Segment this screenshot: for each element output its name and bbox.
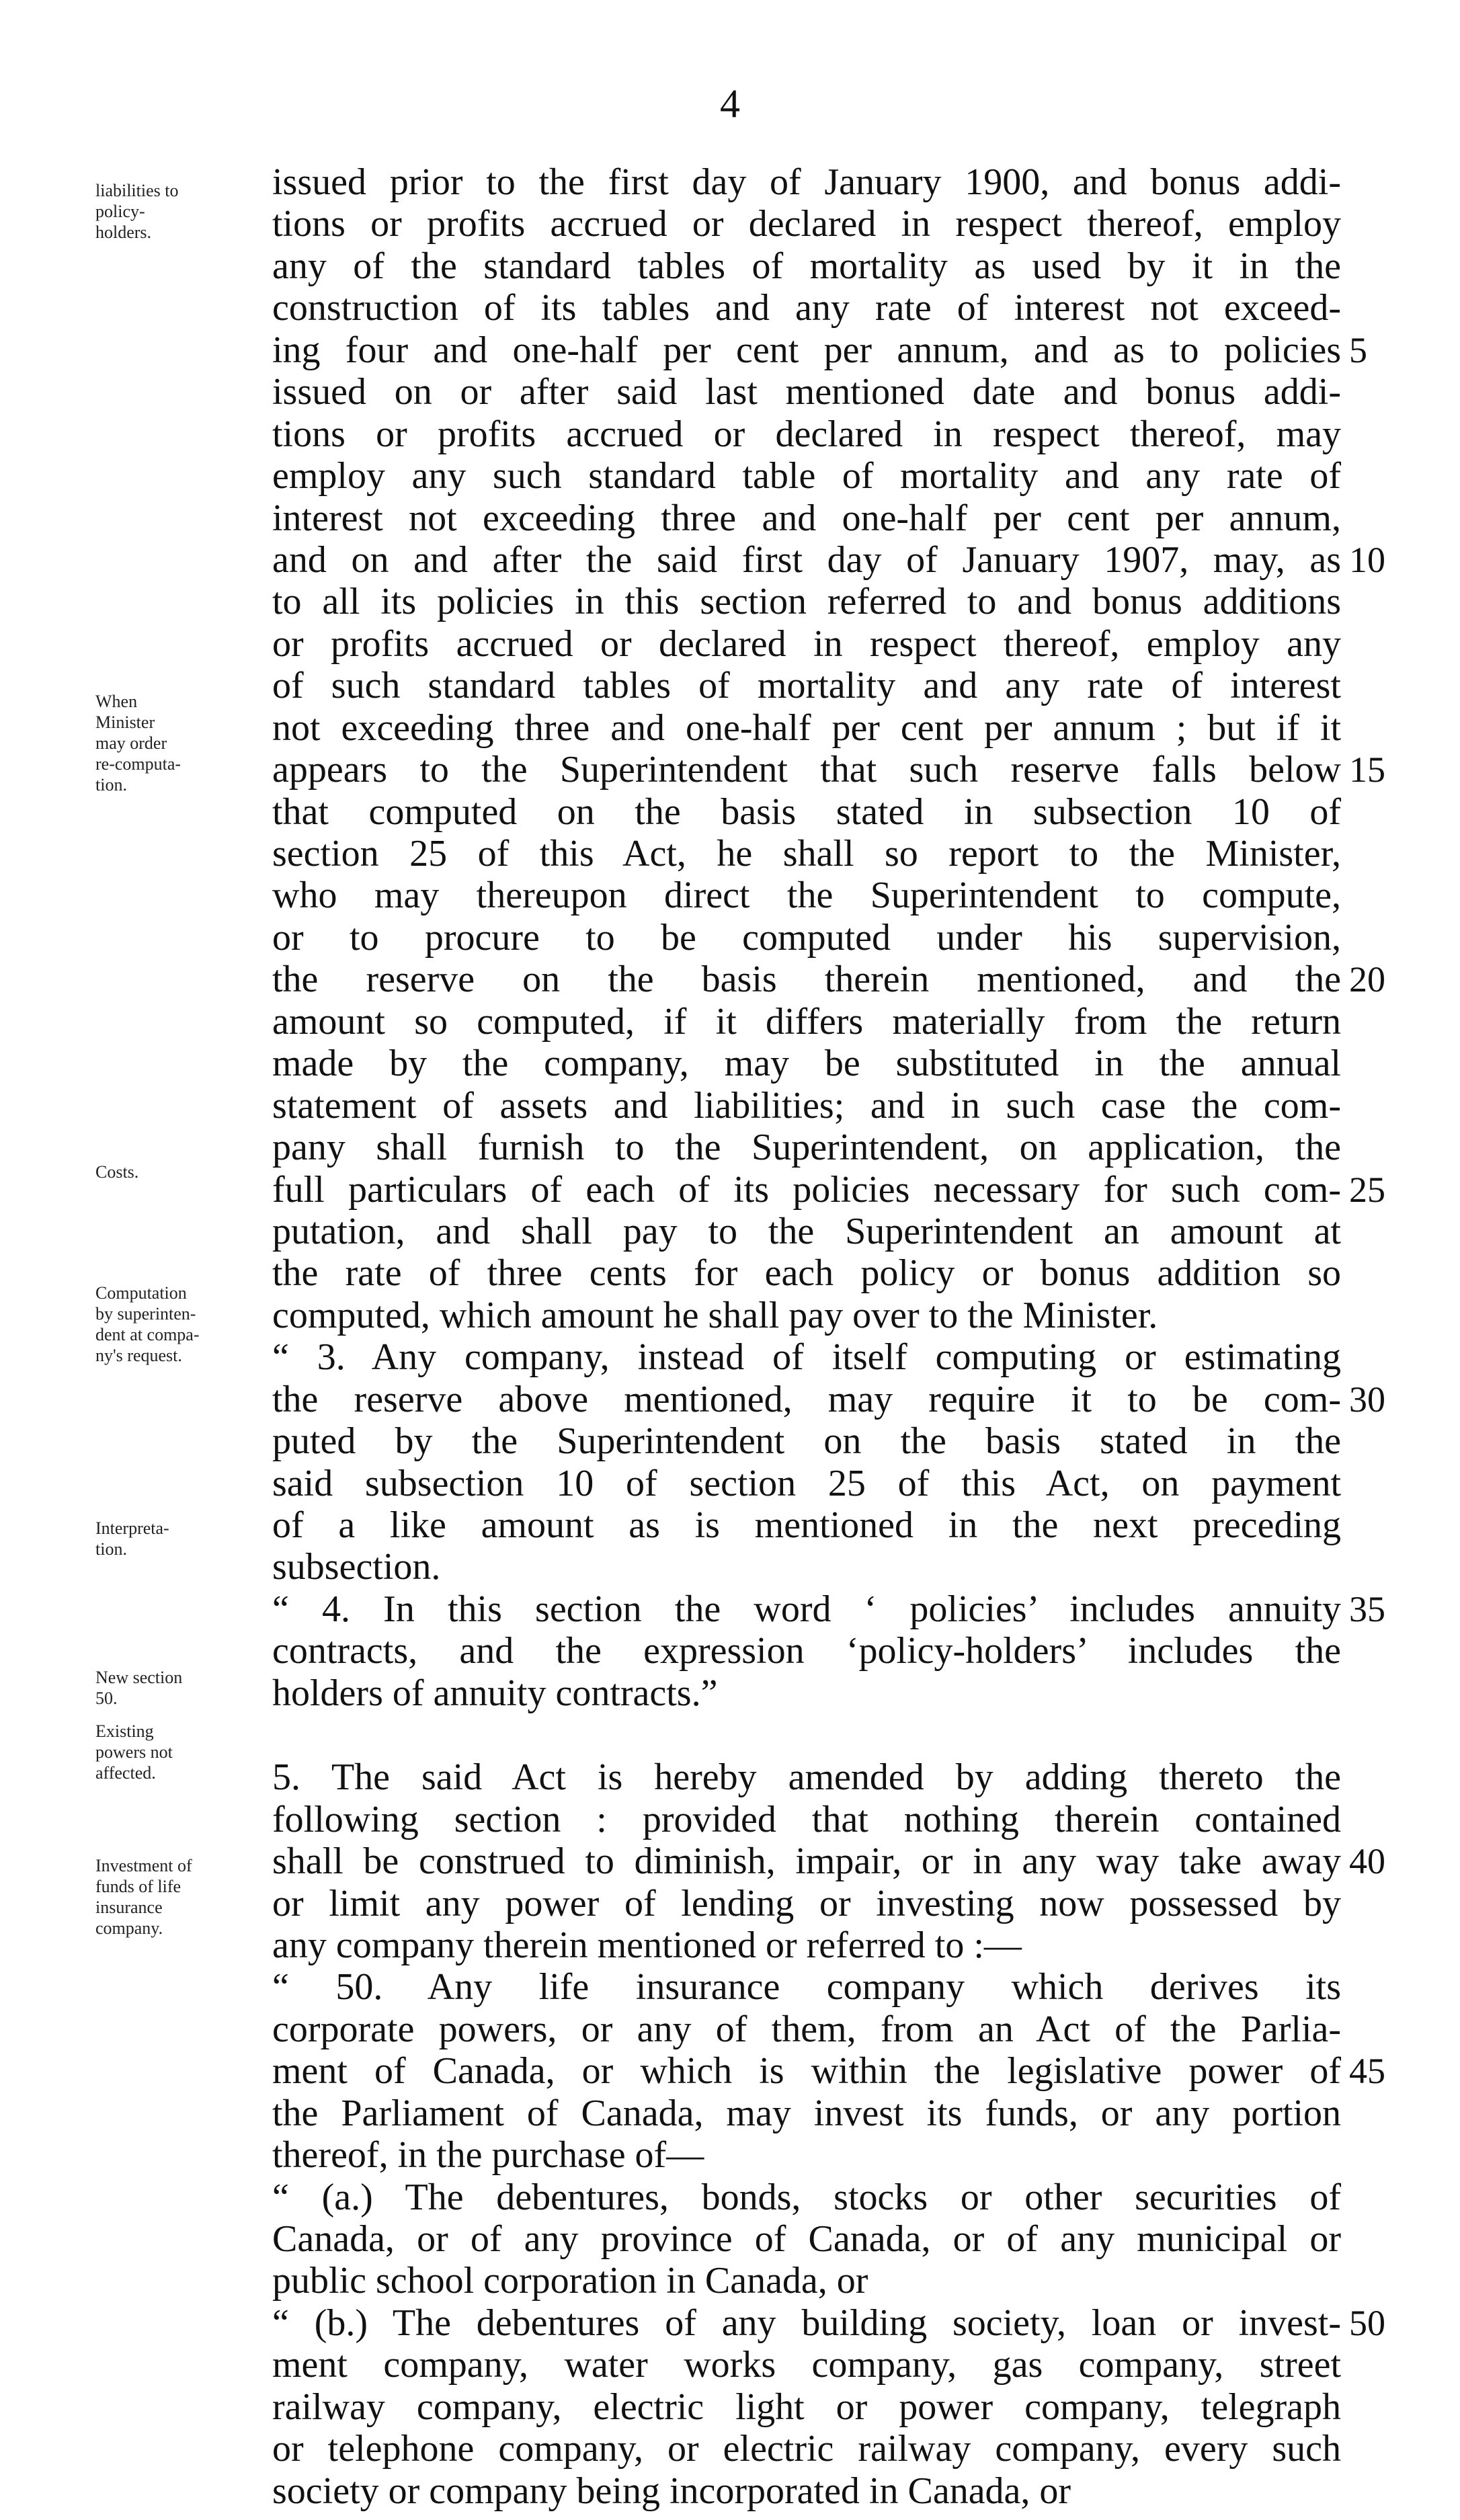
text-line — [272, 538, 1385, 581]
line-text: puted by the Superintendent on the basis stated in the — [272, 1420, 1341, 1463]
text-line — [272, 2177, 1341, 2218]
text-line — [272, 1588, 1385, 1630]
text-line — [272, 2134, 1341, 2176]
line-text: who may thereupon direct the Superintendent to compute, — [272, 875, 1341, 917]
text-line — [272, 2386, 1341, 2428]
line-text: holders of annuity contracts.” — [272, 1672, 718, 1714]
text-line — [272, 1756, 1341, 1798]
text-line — [272, 1883, 1341, 1924]
text-line — [272, 1546, 1341, 1588]
line-text: pany shall furnish to the Superintendent, on application, the — [272, 1127, 1341, 1169]
line-text: construction of its tables and any rate of interest not exceed- — [272, 287, 1341, 329]
margin-line: re-computa- — [95, 754, 181, 774]
margin-line: by superinten- — [95, 1304, 196, 1324]
text-line — [272, 2302, 1385, 2344]
paragraph-gap — [272, 1714, 1341, 1756]
line-text: ment of Canada, or which is within the legislative power of — [272, 2050, 1341, 2092]
line-text: of such standard tables of mortality and any rate of interest — [272, 665, 1341, 707]
line-text: full particulars of each of its policies necessary for such com- — [272, 1168, 1341, 1211]
text-line — [272, 623, 1341, 665]
text-line — [272, 2260, 1341, 2302]
margin-line: Interpreta- — [95, 1518, 169, 1538]
line-text: Canada, or of any province of Canada, or of any municipal or — [272, 2218, 1341, 2260]
line-text: tions or profits accrued or declared in respect thereof, may — [272, 413, 1341, 455]
line-text: any of the standard tables of mortality as used by it in the — [272, 245, 1341, 287]
text-line — [272, 1420, 1341, 1462]
text-line — [272, 581, 1341, 622]
line-text: of a like amount as is mentioned in the next preceding — [272, 1504, 1341, 1546]
text-line — [272, 2218, 1341, 2260]
margin-line: Investment of — [95, 1856, 192, 1875]
margin-line: affected. — [95, 1763, 156, 1783]
text-line — [272, 749, 1385, 791]
text-line — [272, 413, 1341, 455]
line-text: issued on or after said last mentioned date and bonus addi- — [272, 371, 1341, 413]
text-line — [272, 2470, 1341, 2512]
line-text: the rate of three cents for each policy or bonus addition so — [272, 1252, 1341, 1295]
text-line — [272, 1463, 1341, 1504]
line-text: to all its policies in this section referred to and bonus additions — [272, 581, 1341, 623]
margin-note-costs — [95, 1162, 263, 1182]
text-line — [272, 1924, 1341, 1966]
text-line — [272, 2092, 1341, 2134]
line-number: 45 — [1349, 2051, 1385, 2092]
line-text: employ any such standard table of mortality and any rate of — [272, 455, 1341, 497]
text-line — [272, 2344, 1341, 2386]
text-line — [272, 1378, 1385, 1420]
text-line — [272, 1504, 1341, 1546]
margin-line: funds of life — [95, 1877, 181, 1896]
margin-line: holders. — [95, 222, 152, 242]
line-text: that computed on the basis stated in subsection 10 of — [272, 790, 1341, 833]
text-line — [272, 329, 1367, 371]
line-text: putation, and shall pay to the Superintendent an amount at — [272, 1210, 1341, 1252]
text-line — [272, 1295, 1341, 1336]
text-line — [272, 917, 1341, 959]
text-line — [272, 2428, 1341, 2470]
line-text: or to procure to be computed under his supervision, — [272, 916, 1341, 959]
line-text: “ (a.) The debentures, bonds, stocks or other securities of — [272, 2176, 1341, 2218]
text-line — [272, 203, 1341, 245]
line-number: 25 — [1349, 1169, 1385, 1210]
line-text: amount so computed, if it differs materially from the return — [272, 1000, 1341, 1043]
margin-line: ny's request. — [95, 1346, 182, 1365]
text-line — [272, 875, 1341, 916]
line-text: shall be construed to diminish, impair, or in any way take away — [272, 1840, 1341, 1883]
text-line — [272, 1966, 1341, 2008]
line-text: society or company being incorporated in Canada, or — [272, 2470, 1071, 2512]
margin-line: tion. — [95, 775, 127, 795]
line-text: statement of assets and liabilities; and in such case the com- — [272, 1084, 1341, 1127]
line-text: the Parliament of Canada, may invest its funds, or any portion — [272, 2092, 1341, 2134]
line-text: 5. The said Act is hereby amended by adding thereto the — [272, 1756, 1341, 1799]
body-text — [272, 161, 1385, 2512]
line-text: “ 3. Any company, instead of itself computing or estimating — [272, 1336, 1341, 1379]
margin-line: Minister — [95, 713, 155, 732]
line-number: 35 — [1349, 1588, 1385, 1629]
margin-line: dent at compa- — [95, 1325, 200, 1344]
text-line — [272, 497, 1341, 539]
line-text: corporate powers, or any of them, from an Act of the Parlia- — [272, 2008, 1341, 2050]
margin-note-interpretation — [95, 1518, 263, 1559]
line-text: ment company, water works company, gas company, street — [272, 2344, 1341, 2386]
margin-note-existing-powers — [95, 1721, 263, 1783]
line-text: “ 50. Any life insurance company which derives its — [272, 1966, 1341, 2008]
margin-line: powers not — [95, 1742, 173, 1762]
margin-note-minister-recomputation — [95, 691, 263, 795]
text-line — [272, 245, 1341, 287]
margin-line: When — [95, 692, 138, 711]
text-line — [272, 833, 1341, 875]
text-line — [272, 2008, 1341, 2050]
text-line — [272, 1127, 1341, 1168]
line-text: not exceeding three and one-half per cent per annum ; but if it — [272, 706, 1341, 749]
margin-line: Existing — [95, 1721, 154, 1741]
line-text: issued prior to the first day of January 1900, and bonus addi- — [272, 161, 1341, 203]
text-line — [272, 161, 1341, 203]
text-line — [272, 665, 1341, 706]
line-number: 30 — [1349, 1379, 1385, 1420]
margin-line: tion. — [95, 1539, 127, 1559]
line-text: interest not exceeding three and one-half per cent per annum, — [272, 497, 1341, 539]
text-line — [272, 1840, 1385, 1883]
line-text: and on and after the said first day of January 1907, may, as — [272, 538, 1341, 581]
line-text: any company therein mentioned or referred to :— — [272, 1924, 1022, 1966]
line-text: contracts, and the expression ‘policy-holders’ includes the — [272, 1630, 1341, 1672]
line-number: 10 — [1349, 539, 1385, 580]
margin-note-computation-superintendent — [95, 1283, 263, 1366]
line-number: 5 — [1349, 329, 1367, 370]
text-line — [272, 1336, 1341, 1378]
margin-line: liabilities to — [95, 181, 179, 200]
margin-line: Costs. — [95, 1162, 139, 1182]
margin-line: New section — [95, 1668, 183, 1687]
line-number: 50 — [1349, 2302, 1385, 2343]
text-line — [272, 707, 1341, 749]
line-text: said subsection 10 of section 25 of this Act, on payment — [272, 1462, 1341, 1504]
line-text: computed, which amount he shall pay over to the Minister. — [272, 1294, 1158, 1336]
text-line — [272, 1630, 1341, 1672]
line-text: “ (b.) The debentures of any building society, loan or invest- — [272, 2302, 1341, 2344]
text-line — [272, 455, 1341, 497]
line-text: “ 4. In this section the word ‘ policies’ includes annuity — [272, 1588, 1341, 1630]
text-line — [272, 791, 1341, 833]
text-line — [272, 1085, 1341, 1127]
line-text: following section : provided that nothing therein contained — [272, 1798, 1341, 1840]
margin-line: 50. — [95, 1689, 118, 1708]
line-number: 15 — [1349, 749, 1385, 790]
margin-line: may order — [95, 733, 167, 753]
line-text: section 25 of this Act, he shall so report to the Minister, — [272, 833, 1341, 875]
text-line — [272, 1799, 1341, 1840]
line-text: ing four and one-half per cent per annum, and as to policies — [272, 329, 1341, 371]
text-line — [272, 1211, 1341, 1252]
text-line — [272, 371, 1341, 413]
line-text: made by the company, may be substituted in the annual — [272, 1043, 1341, 1085]
margin-note-new-section — [95, 1667, 263, 1709]
line-text: public school corporation in Canada, or — [272, 2260, 868, 2302]
text-line — [272, 2050, 1385, 2092]
line-text: appears to the Superintendent that such reserve falls below — [272, 749, 1341, 791]
text-line — [272, 1672, 1341, 1714]
line-number: 40 — [1349, 1841, 1385, 1882]
margin-line: insurance — [95, 1898, 163, 1917]
text-line — [272, 287, 1341, 329]
margin-line: company. — [95, 1918, 163, 1938]
text-line — [272, 1168, 1385, 1211]
page-number: 4 — [720, 81, 740, 126]
text-line — [272, 1001, 1341, 1043]
line-text: the reserve above mentioned, may require it to be com- — [272, 1378, 1341, 1420]
line-text: or profits accrued or declared in respect thereof, employ any — [272, 622, 1341, 665]
line-text: or telephone company, or electric railway company, every such — [272, 2428, 1341, 2470]
line-text: railway company, electric light or power company, telegraph — [272, 2386, 1341, 2428]
line-text: tions or profits accrued or declared in respect thereof, employ — [272, 203, 1341, 245]
line-number: 20 — [1349, 959, 1385, 1000]
margin-note-liabilities — [95, 180, 263, 243]
line-text: subsection. — [272, 1546, 441, 1588]
margin-note-investment — [95, 1855, 263, 1939]
text-line — [272, 1043, 1341, 1084]
line-text: the reserve on the basis therein mentioned, and the — [272, 959, 1341, 1001]
text-line — [272, 1252, 1341, 1294]
text-line — [272, 959, 1385, 1001]
line-text: or limit any power of lending or investing now possessed by — [272, 1882, 1341, 1924]
margin-line: Computation — [95, 1283, 187, 1303]
line-text: thereof, in the purchase of— — [272, 2134, 704, 2177]
margin-line: policy- — [95, 202, 145, 221]
